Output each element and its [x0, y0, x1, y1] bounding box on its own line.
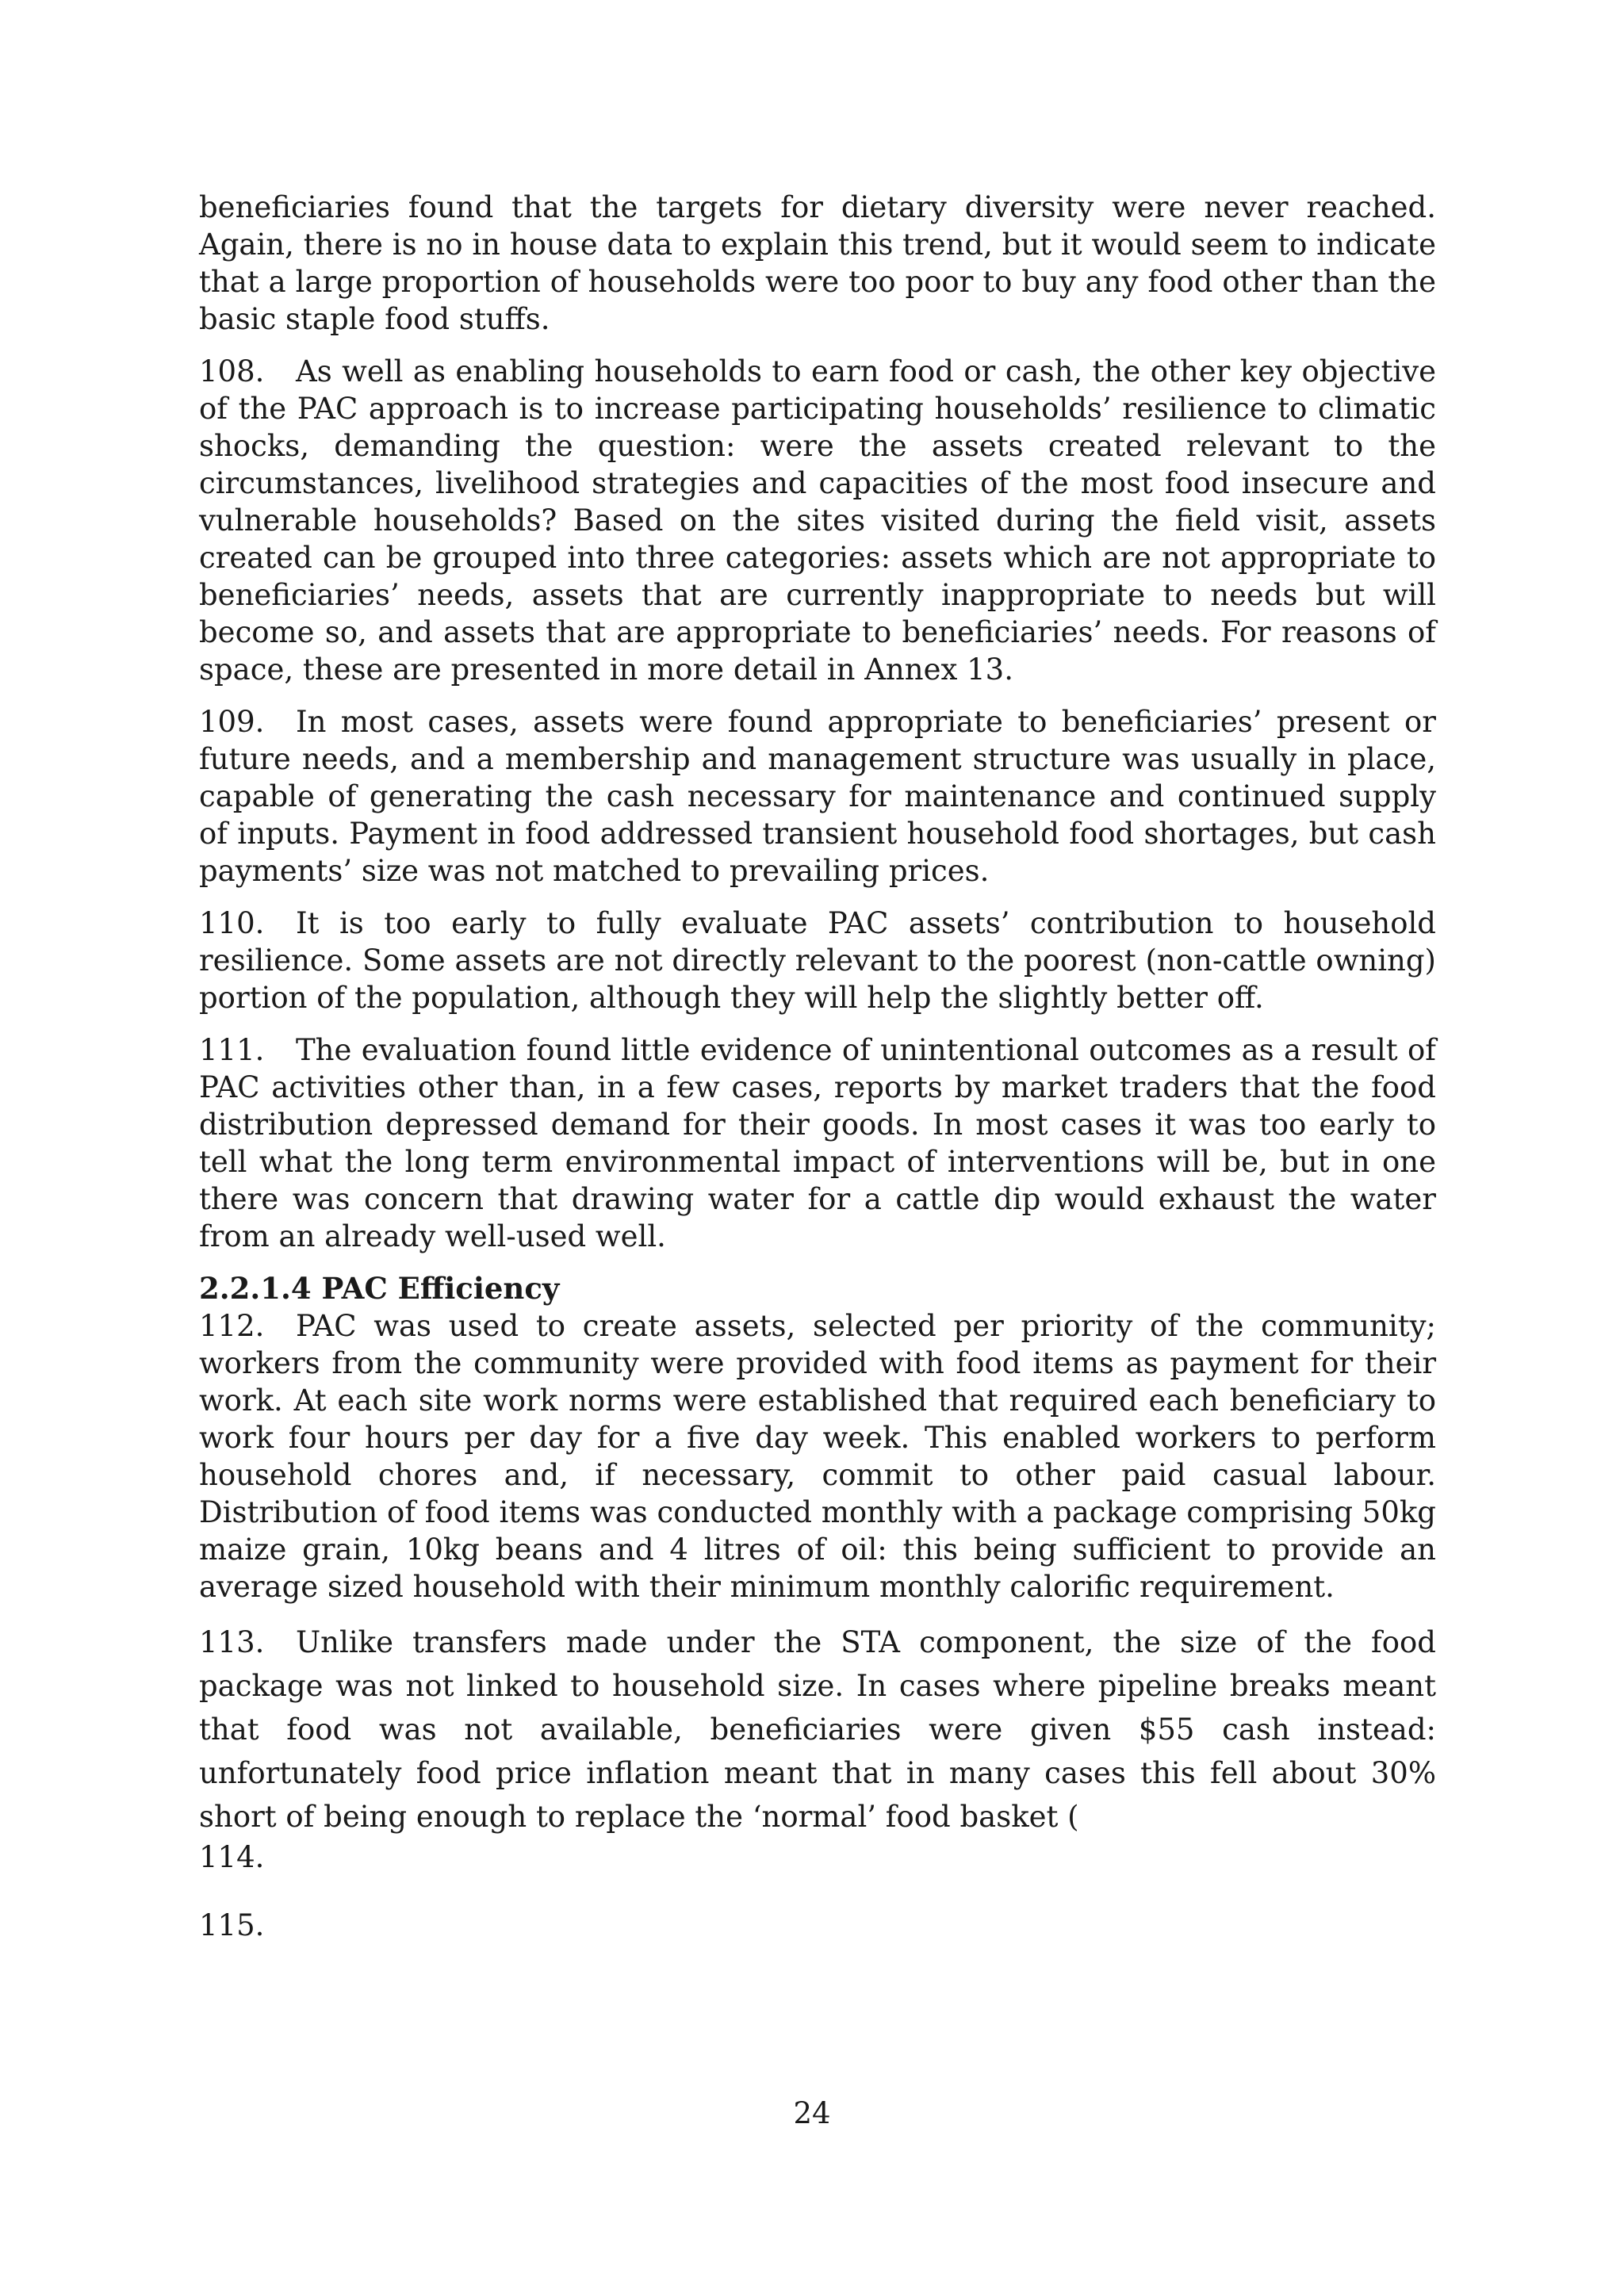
paragraph-number: 108. [199, 354, 265, 388]
paragraph-113 [199, 1621, 1436, 1839]
paragraph-text: PAC was used to create assets, selected per priority of the community; workers from the community were provided with food items as payment for their work. At each site work norms were established that required each beneficiary to work four hours per day for a five day week. This enabled workers to perform household chores and, if necessary, commit to other paid casual labour. Distribution of food items was conducted monthly with a package comprising 50kg maize grain, 10kg beans and 4 litres of oil: this being sufficient to provide an average sized household with their minimum monthly calorific requirement. [199, 1309, 1436, 1604]
paragraph-number: 113. [199, 1625, 265, 1659]
paragraph-text: As well as enabling households to earn food or cash, the other key objective of the PAC approach is to increase participating households’ resilience to climatic shocks, demanding the question: were the assets created relevant to the circumstances, livelihood strategies and capacities of the most food insecure and vulnerable households? Based on the sites visited during the field visit, assets created can be grouped into three categories: assets which are not appropriate to beneficiaries’ needs, assets that are currently inappropriate to needs but will become so, and assets that are appropriate to beneficiaries’ needs. For reasons of space, these are presented in more detail in Annex 13. [199, 354, 1436, 687]
section-heading: 2.2.1.4 PAC Efficiency [199, 1271, 560, 1306]
paragraph-text: The evaluation found little evidence of unintentional outcomes as a result of PAC activities other than, in a few cases, reports by market traders that the food distribution depressed demand for their goods. In most cases it was too early to tell what the long term environmental impact of interventions will be, but in one there was concern that drawing water for a cattle dip would exhaust the water from an already well-used well. [199, 1033, 1436, 1253]
paragraph-text: It is too early to fully evaluate PAC assets’ contribution to household resilience. Some assets are not directly relevant to the poorest (non-cattle owning) portion of the population, although they will help the slightly better off. [199, 906, 1436, 1015]
paragraph-109 [199, 703, 1436, 890]
paragraph-text: Unlike transfers made under the STA component, the size of the food package was not linked to household size. In cases where pipeline breaks meant that food was not available, beneficiaries were given $55 cash instead: unfortunately food price inflation meant that in many cases this fell about 30% short of being enough to replace the ‘normal’ food basket ( [199, 1625, 1436, 1834]
paragraph-115: 115. [199, 1908, 265, 1942]
paragraph-text: In most cases, assets were found appropriate to beneficiaries’ present or future needs, and a membership and management structure was usually in place, capable of generating the cash necessary for maintenance and continued supply of inputs. Payment in food addressed transient household food shortages, but cash payments’ size was not matched to prevailing prices. [199, 705, 1436, 888]
paragraph-111 [199, 1031, 1436, 1255]
document-page [199, 189, 1436, 1975]
paragraph-number: 109. [199, 705, 265, 739]
paragraph-number: 111. [199, 1033, 265, 1067]
paragraph-number: 112. [199, 1309, 265, 1343]
paragraph-114: 114. [199, 1840, 265, 1874]
paragraph-110 [199, 905, 1436, 1016]
paragraph-108 [199, 353, 1436, 688]
page-number: 24 [793, 2096, 831, 2130]
paragraph-112 [199, 1307, 1436, 1605]
continuation-paragraph: beneficiaries found that the targets for dietary diversity were never reached. Again, there is no in house data to explain this trend, but it would seem to indicate that a large proportion of households were too poor to buy any food other than the basic staple food stuffs. [199, 190, 1436, 336]
paragraph-number: 110. [199, 906, 265, 940]
